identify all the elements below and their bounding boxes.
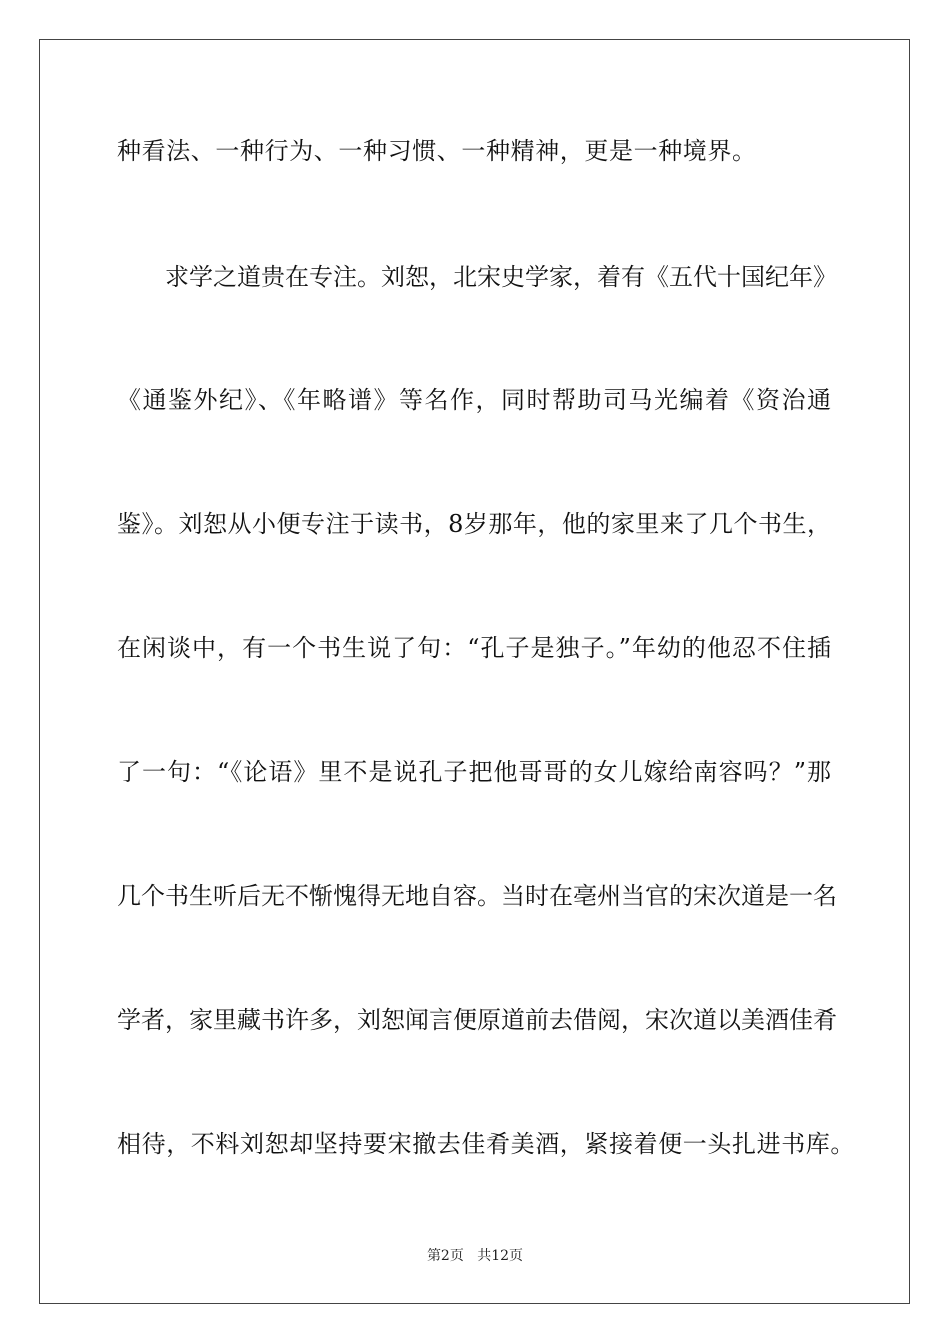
page-total: 共12页 xyxy=(477,1248,524,1264)
body-line-4: 鉴》。刘恕从小便专注于读书，8岁那年，他的家里来了几个书生， xyxy=(117,510,831,538)
page-number: 第2页 xyxy=(426,1248,464,1264)
body-line-5: 在闲谈中，有一个书生说了句：“孔子是独子。”年幼的他忍不住插 xyxy=(117,634,831,662)
body-line-1: 种看法、一种行为、一种习惯、一种精神，更是一种境界。 xyxy=(117,137,757,165)
body-line-7: 几个书生听后无不惭愧得无地自容。当时在亳州当官的宋次道是一名 xyxy=(117,882,837,910)
page-frame xyxy=(39,39,910,1304)
body-line-6: 了一句：“《论语》里不是说孔子把他哥哥的女儿嫁给南容吗？”那 xyxy=(117,758,831,786)
page-footer xyxy=(0,1246,950,1266)
body-line-8: 学者，家里藏书许多，刘恕闻言便原道前去借阅，宋次道以美酒佳肴 xyxy=(117,1006,837,1034)
body-line-9: 相待，不料刘恕却坚持要宋撤去佳肴美酒，紧接着便一头扎进书库。 xyxy=(117,1130,855,1158)
body-line-2: 求学之道贵在专注。刘恕，北宋史学家，着有《五代十国纪年》 xyxy=(165,263,837,291)
body-line-3: 《通鉴外纪》、《年略谱》等名作，同时帮助司马光编着《资治通 xyxy=(117,386,831,414)
